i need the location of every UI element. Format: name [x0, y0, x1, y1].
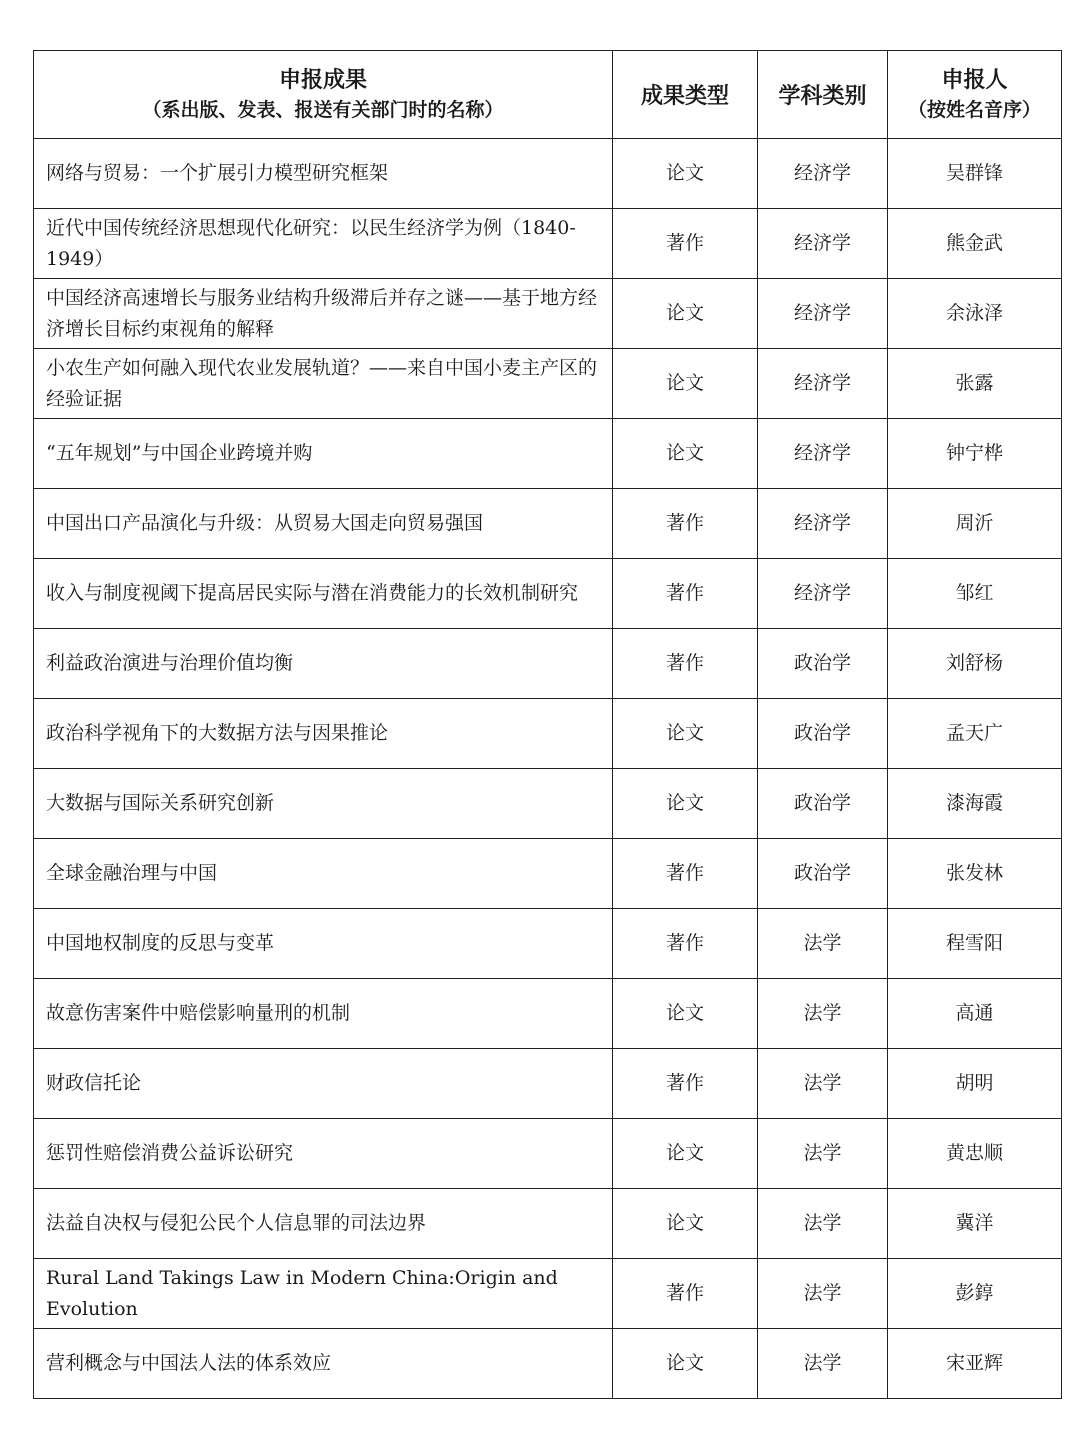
achievement-type-cell: 著作 [613, 909, 758, 979]
subject-category-cell: 经济学 [758, 279, 888, 349]
applicant-name-cell: 漆海霞 [888, 769, 1062, 839]
achievement-title-cell: 近代中国传统经济思想现代化研究：以民生经济学为例（1840-1949） [34, 209, 613, 279]
applicant-name-cell: 张发林 [888, 839, 1062, 909]
achievement-title-cell: 营利概念与中国法人法的体系效应 [34, 1329, 613, 1399]
achievement-type-cell: 论文 [613, 1119, 758, 1189]
subject-category-cell: 政治学 [758, 629, 888, 699]
achievement-type-cell: 论文 [613, 699, 758, 769]
applicant-name-cell: 孟天广 [888, 699, 1062, 769]
achievement-type-cell: 著作 [613, 559, 758, 629]
achievement-title-cell: 利益政治演进与治理价值均衡 [34, 629, 613, 699]
achievement-type-cell: 著作 [613, 1049, 758, 1119]
achievement-title-cell: 全球金融治理与中国 [34, 839, 613, 909]
header-type-label: 成果类型 [640, 84, 729, 109]
subject-category-cell: 政治学 [758, 769, 888, 839]
subject-category-cell: 法学 [758, 979, 888, 1049]
applicant-name-cell: 熊金武 [888, 209, 1062, 279]
table-row [34, 139, 1062, 209]
header-subject-label: 学科类别 [778, 84, 867, 109]
subject-category-cell: 法学 [758, 1259, 888, 1329]
applicant-name-cell: 张露 [888, 349, 1062, 419]
table-row [34, 1049, 1062, 1119]
table-row [34, 979, 1062, 1049]
achievement-type-cell: 著作 [613, 1259, 758, 1329]
table-header [34, 51, 1062, 139]
subject-category-cell: 经济学 [758, 559, 888, 629]
achievement-type-cell: 论文 [613, 279, 758, 349]
header-title-main: 申报成果 [278, 67, 367, 93]
header-subject [758, 51, 888, 139]
applicant-name-cell: 胡明 [888, 1049, 1062, 1119]
achievement-title-cell: 网络与贸易：一个扩展引力模型研究框架 [34, 139, 613, 209]
header-applicant-main: 申报人 [941, 67, 1008, 93]
header-type [613, 51, 758, 139]
table-row [34, 909, 1062, 979]
table-row [34, 1329, 1062, 1399]
achievement-title-cell: 惩罚性赔偿消费公益诉讼研究 [34, 1119, 613, 1189]
applicant-name-cell: 冀洋 [888, 1189, 1062, 1259]
achievement-type-cell: 论文 [613, 349, 758, 419]
table-row [34, 629, 1062, 699]
achievement-title-cell: 政治科学视角下的大数据方法与因果推论 [34, 699, 613, 769]
subject-category-cell: 经济学 [758, 349, 888, 419]
achievement-type-cell: 论文 [613, 979, 758, 1049]
table-row [34, 1259, 1062, 1329]
applicant-name-cell: 邹红 [888, 559, 1062, 629]
subject-category-cell: 法学 [758, 909, 888, 979]
applicant-name-cell: 黄忠顺 [888, 1119, 1062, 1189]
subject-category-cell: 政治学 [758, 839, 888, 909]
achievement-type-cell: 论文 [613, 419, 758, 489]
table-row [34, 419, 1062, 489]
achievement-title-cell: 中国经济高速增长与服务业结构升级滞后并存之谜——基于地方经济增长目标约束视角的解释 [34, 279, 613, 349]
subject-category-cell: 法学 [758, 1119, 888, 1189]
header-applicant-sub: （按姓名音序） [907, 98, 1041, 121]
achievement-type-cell: 著作 [613, 209, 758, 279]
table-row [34, 209, 1062, 279]
table-row [34, 559, 1062, 629]
achievement-type-cell: 著作 [613, 839, 758, 909]
subject-category-cell: 经济学 [758, 489, 888, 559]
header-title [34, 51, 613, 139]
achievement-title-cell: 法益自决权与侵犯公民个人信息罪的司法边界 [34, 1189, 613, 1259]
subject-category-cell: 法学 [758, 1049, 888, 1119]
subject-category-cell: 经济学 [758, 209, 888, 279]
achievement-title-cell: 小农生产如何融入现代农业发展轨道？——来自中国小麦主产区的经验证据 [34, 349, 613, 419]
subject-category-cell: 经济学 [758, 419, 888, 489]
achievement-title-cell: 财政信托论 [34, 1049, 613, 1119]
achievement-title-cell: 中国出口产品演化与升级：从贸易大国走向贸易强国 [34, 489, 613, 559]
applicant-name-cell: 程雪阳 [888, 909, 1062, 979]
applicant-name-cell: 吴群锋 [888, 139, 1062, 209]
achievement-title-cell: 大数据与国际关系研究创新 [34, 769, 613, 839]
achievement-type-cell: 论文 [613, 769, 758, 839]
table-row [34, 1119, 1062, 1189]
subject-category-cell: 法学 [758, 1329, 888, 1399]
applicant-name-cell: 周沂 [888, 489, 1062, 559]
table-row [34, 489, 1062, 559]
header-row [34, 51, 1062, 139]
applicant-name-cell: 余泳泽 [888, 279, 1062, 349]
applicant-name-cell: 宋亚辉 [888, 1329, 1062, 1399]
achievement-title-cell: Rural Land Takings Law in Modern China:Origin and Evolution [34, 1259, 613, 1329]
achievement-type-cell: 论文 [613, 139, 758, 209]
applicant-name-cell: 彭錞 [888, 1259, 1062, 1329]
achievement-title-cell: 收入与制度视阈下提高居民实际与潜在消费能力的长效机制研究 [34, 559, 613, 629]
table-row [34, 699, 1062, 769]
applicant-name-cell: 高通 [888, 979, 1062, 1049]
header-applicant [888, 51, 1062, 139]
achievements-table [33, 50, 1062, 1399]
achievement-title-cell: 故意伤害案件中赔偿影响量刑的机制 [34, 979, 613, 1049]
achievement-title-cell: 中国地权制度的反思与变革 [34, 909, 613, 979]
subject-category-cell: 政治学 [758, 699, 888, 769]
achievement-type-cell: 著作 [613, 629, 758, 699]
table-row [34, 1189, 1062, 1259]
achievement-type-cell: 论文 [613, 1189, 758, 1259]
applicant-name-cell: 刘舒杨 [888, 629, 1062, 699]
table-body [34, 139, 1062, 1399]
table-row [34, 349, 1062, 419]
table-row [34, 769, 1062, 839]
table-row [34, 279, 1062, 349]
subject-category-cell: 经济学 [758, 139, 888, 209]
table-row [34, 839, 1062, 909]
achievement-type-cell: 著作 [613, 489, 758, 559]
subject-category-cell: 法学 [758, 1189, 888, 1259]
achievement-title-cell: “五年规划”与中国企业跨境并购 [34, 419, 613, 489]
achievement-type-cell: 论文 [613, 1329, 758, 1399]
applicant-name-cell: 钟宁桦 [888, 419, 1062, 489]
header-title-sub: （系出版、发表、报送有关部门时的名称） [142, 98, 504, 121]
